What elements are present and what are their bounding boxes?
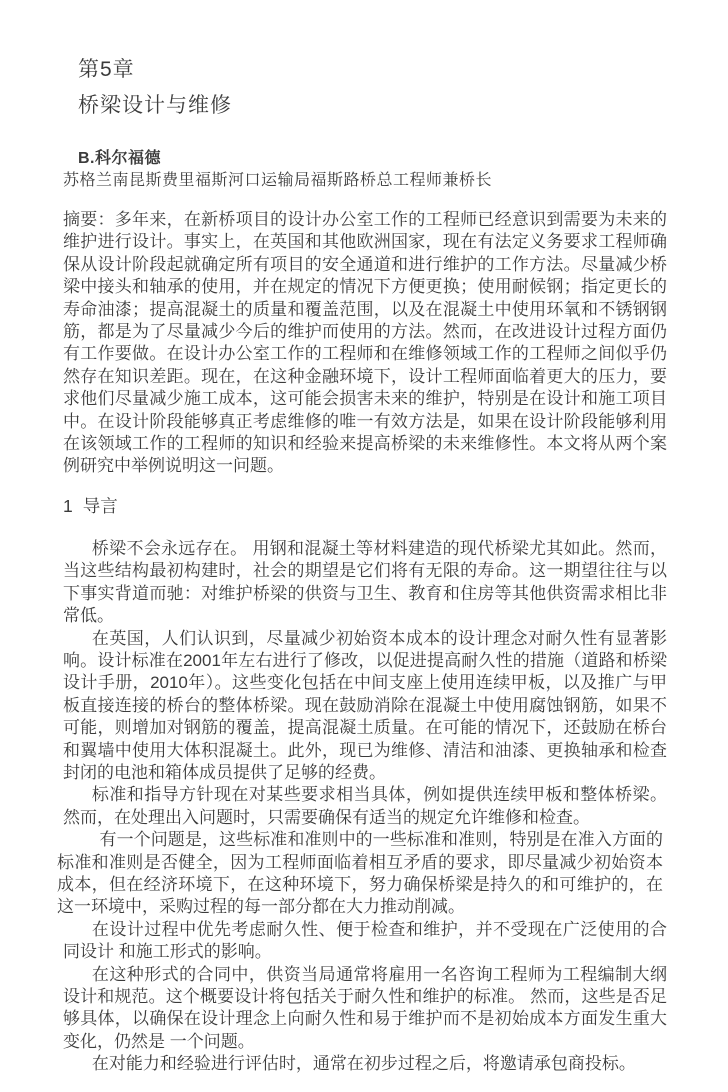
chapter-title: 桥梁设计与维修	[78, 94, 232, 117]
section-number: 1	[63, 495, 73, 516]
body-paragraph: 标准和指导方针现在对某些要求相当具体，例如提供连续甲板和整体桥梁。 然而，在处理出入问题时，只需要确保有适当的规定允许维修和检查。	[63, 785, 667, 827]
author-affiliation: 苏格兰南昆斯费里福斯河口运输局福斯路桥总工程师兼桥长	[63, 172, 493, 189]
chapter-heading	[78, 52, 667, 124]
author-name: B.科尔福德	[78, 150, 162, 167]
body-paragraph: 在设计过程中优先考虑耐久性、便于检查和维护，并不受现在广泛使用的合同设计 和施工形式的影响。	[63, 919, 667, 962]
body-paragraph: 有一个问题是，这些标准和准则中的一些标准和准则，特别是在准入方面的标准和准则是否健全，因为工程师面临着相互矛盾的要求，即尽量减少初始资本成本，但在经济环境下，在这种环境下，努力确保桥梁是持久的和可维护的，在这一环境中，采购过程的每一部分都在大力推动削减。	[57, 830, 663, 917]
abstract-paragraph: 摘要：多年来，在新桥项目的设计办公室工作的工程师已经意识到需要为未来的维护进行设计。事实上，在英国和其他欧洲国家，现在有法定义务要求工程师确保从设计阶段起就确定所有项目的安全通道和进行维护的工作方法。尽量减少桥梁中接头和轴承的使用，并在规定的情况下方便更换；使用耐候钢；指定更长的寿命油漆；提高混凝土的质量和覆盖范围，以及在混凝土中使用环氧和不锈钢钢筋，都是为了尽量减少今后的维护而使用的方法。然而，在改进设计过程方面仍有工作要做。在设计办公室工作的工程师和在维修领域工作的工程师之间似乎仍然存在知识差距。现在，在这种金融环境下，设计工程师面临着更大的压力，要求他们尽量减少施工成本，这可能会损害未来的维护，特别是在设计和施工项目中。在设计阶段能够真正考虑维修的唯一有效方法是，如果在设计阶段能够利用在该领域工作的工程师的知识和经验来提高桥梁的未来维修性。本文将从两个案例研究中举例说明这一问题。	[63, 210, 667, 476]
chapter-number: 第5章	[78, 58, 135, 81]
body-paragraph: 桥梁不会永远存在。 用钢和混凝土等材料建造的现代桥梁尤其如此。然而，当这些结构最初构建时，社会的期望是它们将有无限的寿命。这一期望往往与以下事实背道而驰：对维护桥梁的供资与卫生、教育和住房等其他供资需求相比非常低。	[63, 538, 667, 626]
section-title: 导言	[82, 495, 118, 516]
section-heading	[63, 495, 667, 517]
body-paragraph: 在这种形式的合同中，供资当局通常将雇用一名咨询工程师为工程编制大纲设计和规范。这个概要设计将包括关于耐久性和维护的标准。 然而，这些是否足够具体，以确保在设计理念上向耐久性和易于维护而不是初始成本方面发生重大变化，仍然是 一个问题。	[63, 964, 667, 1051]
body-paragraph: 在对能力和经验进行评估时，通常在初步过程之后，将邀请承包商投标。	[91, 1054, 636, 1074]
body-paragraph: 在英国，人们认识到，尽量减少初始资本成本的设计理念对耐久性有显著影响。设计标准在2001年左右进行了修改，以促进提高耐久性的措施（道路和桥梁设计手册，2010年）。这些变化包括在中间支座上使用连续甲板，以及推广与甲板直接连接的桥台的整体桥梁。现在鼓励消除在混凝土中使用腐蚀钢筋，如果不可能，则增加对钢筋的覆盖，提高混凝土质量。在可能的情况下，还鼓励在桥台和翼墙中使用大体积混凝土。此外，现已为维修、清洁和油漆、更换轴承和检查封闭的电池和箱体成员提供了足够的经费。	[63, 628, 667, 782]
section-body	[57, 538, 667, 1076]
